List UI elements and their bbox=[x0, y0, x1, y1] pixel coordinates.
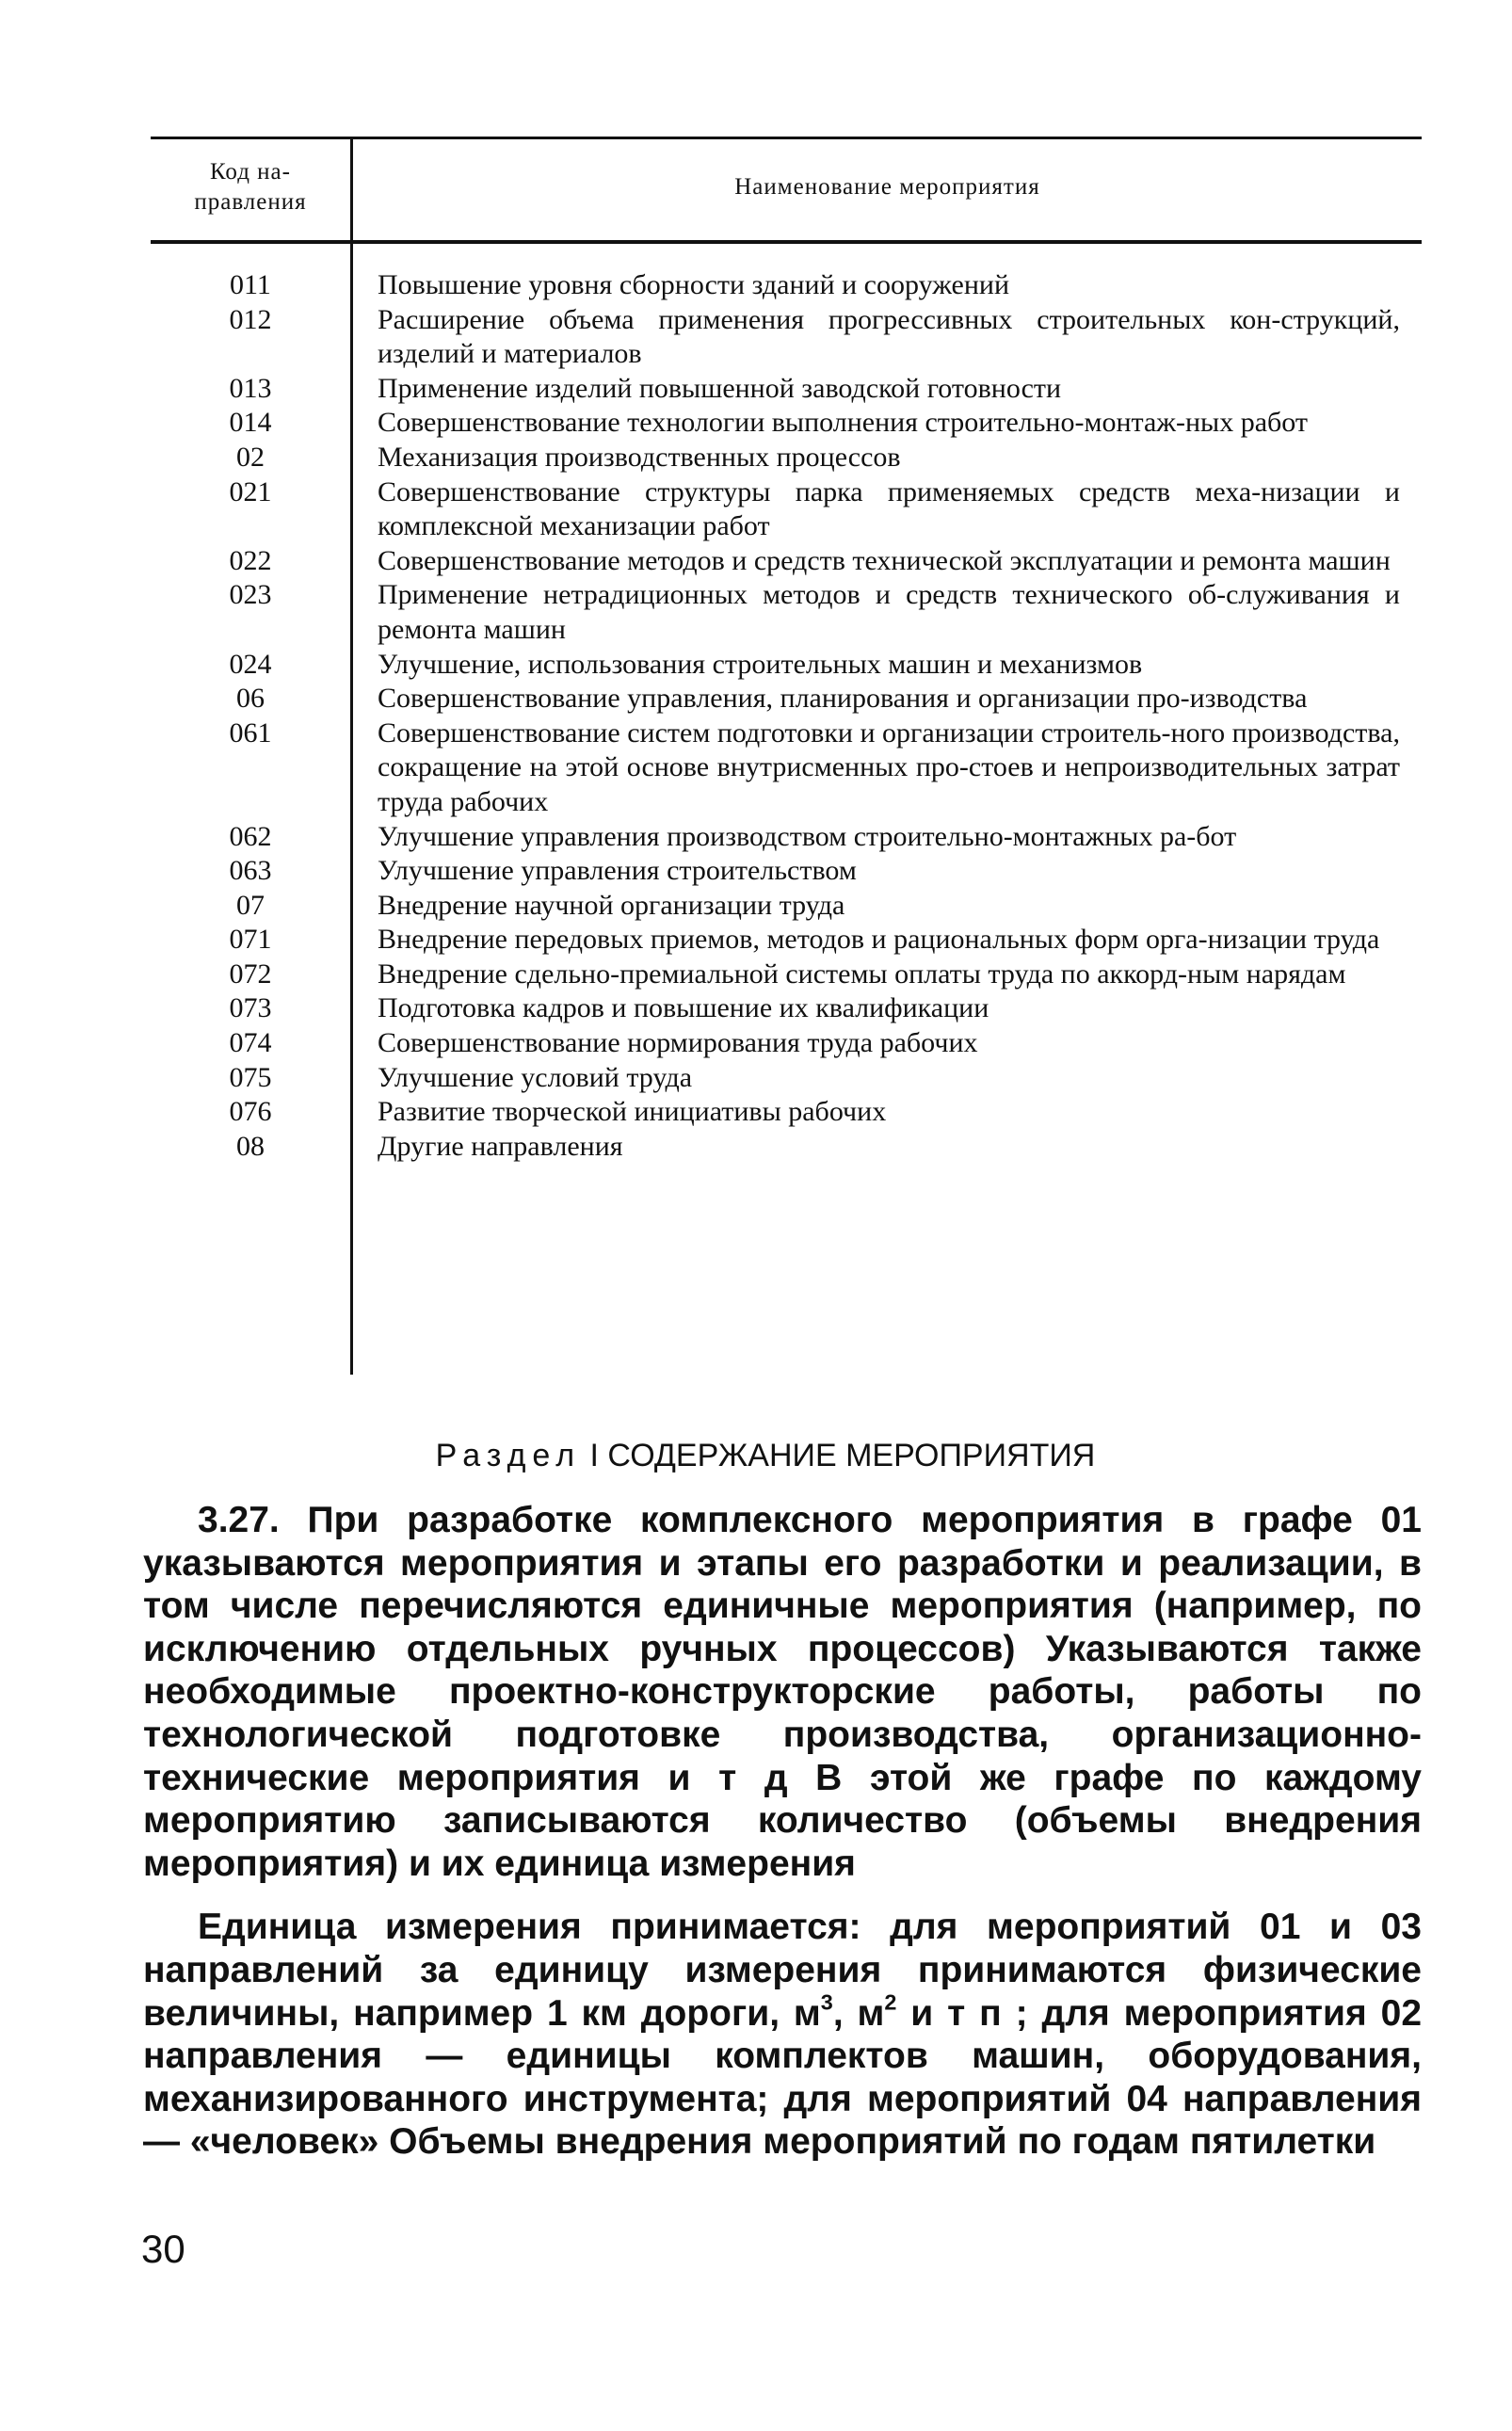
row-name: Внедрение научной организации труда bbox=[378, 889, 845, 921]
table-row bbox=[151, 1095, 1422, 1130]
table-row bbox=[151, 716, 1422, 820]
row-name: Внедрение передовых приемов, методов и рациональных форм орга-низации труда bbox=[378, 924, 1380, 956]
row-name: Совершенствование технологии выполнения строительно-монтаж-ных работ bbox=[378, 407, 1309, 439]
paragraph-text-c: и т п ; для мероприятия 02 направления — единицы комплектов машин, оборудования, механизированного инструмента; для мероприятий 04 направления — «человек» Объемы внедрения мероприятий по годам пятилетки bbox=[143, 1992, 1423, 2163]
table-row bbox=[151, 475, 1422, 544]
row-code: 021 bbox=[229, 475, 272, 507]
row-code: 023 bbox=[229, 579, 272, 611]
row-name: Повышение уровня сборности зданий и сооружений bbox=[378, 269, 1010, 300]
superscript-3: 3 bbox=[820, 1989, 833, 2015]
row-name: Совершенствование методов и средств технической эксплуатации и ремонта машин bbox=[378, 544, 1391, 576]
table-top-rule bbox=[151, 137, 1422, 139]
row-code: 06 bbox=[236, 683, 265, 715]
table-row bbox=[151, 441, 1422, 475]
row-code: 061 bbox=[229, 716, 272, 749]
table-row bbox=[151, 268, 1422, 303]
row-code: 071 bbox=[229, 924, 272, 956]
row-code: 076 bbox=[229, 1096, 272, 1128]
row-code: 08 bbox=[236, 1130, 265, 1162]
row-code: 075 bbox=[229, 1061, 272, 1093]
table-row bbox=[151, 889, 1422, 924]
table-row bbox=[151, 406, 1422, 441]
paragraph-3-27 bbox=[143, 1499, 1422, 1885]
table-header-rule bbox=[151, 240, 1422, 244]
row-name: Улучшение условий труда bbox=[378, 1061, 693, 1093]
row-code: 014 bbox=[229, 407, 272, 439]
row-name: Развитие творческой инициативы рабочих bbox=[378, 1096, 887, 1128]
row-code: 063 bbox=[229, 855, 272, 887]
table-row bbox=[151, 820, 1422, 855]
row-name: Совершенствование систем подготовки и организации строитель-ного производства, сокращение на этой основе внутрисменных про-стоев и непроизводительных затрат труда рабочих bbox=[378, 716, 1400, 817]
table-row bbox=[151, 682, 1422, 716]
header-name: Наименование мероприятия bbox=[734, 174, 1040, 200]
row-code: 072 bbox=[229, 958, 272, 990]
row-name: Улучшение управления производством строительно-монтажных ра-бот bbox=[378, 820, 1237, 852]
row-name: Улучшение управления строительством bbox=[378, 855, 857, 887]
section-label: Раздел bbox=[435, 1438, 582, 1473]
row-name: Расширение объема применения прогрессивных строительных кон-струкций, изделий и материалов bbox=[378, 303, 1400, 370]
table-row bbox=[151, 923, 1422, 958]
row-name: Улучшение, использования строительных машин и механизмов bbox=[378, 648, 1143, 680]
row-code: 02 bbox=[236, 441, 265, 473]
row-name: Внедрение сдельно-премиальной системы оплаты труда по аккорд-ным нарядам bbox=[378, 958, 1346, 990]
page-number: 30 bbox=[141, 2227, 185, 2271]
row-code: 012 bbox=[229, 303, 272, 335]
table-row bbox=[151, 991, 1422, 1026]
table-body bbox=[151, 268, 1422, 1164]
table-row bbox=[151, 303, 1422, 372]
row-name: Применение изделий повышенной заводской готовности bbox=[378, 372, 1062, 404]
table-row bbox=[151, 648, 1422, 683]
row-code: 011 bbox=[230, 269, 271, 300]
row-code: 07 bbox=[236, 889, 265, 921]
table-row bbox=[151, 854, 1422, 889]
body-text bbox=[143, 1499, 1422, 2164]
row-code: 022 bbox=[229, 544, 272, 576]
row-name: Совершенствование структуры парка применяемых средств меха-низации и комплексной механизации работ bbox=[378, 475, 1400, 542]
table-row bbox=[151, 1026, 1422, 1061]
table-row bbox=[151, 372, 1422, 407]
header-code-line-2: правления bbox=[194, 189, 307, 215]
row-code: 024 bbox=[229, 648, 272, 680]
superscript-2: 2 bbox=[884, 1989, 897, 2015]
paragraph-text-b: , м bbox=[832, 1992, 885, 2034]
row-code: 013 bbox=[229, 372, 272, 404]
section-title bbox=[0, 1435, 1512, 1476]
paragraph-number: 3.27. bbox=[198, 1500, 280, 1540]
table-row bbox=[151, 958, 1422, 992]
row-name: Применение нетрадиционных методов и средств технического об-служивания и ремонта машин bbox=[378, 579, 1400, 645]
row-code: 062 bbox=[229, 820, 272, 852]
row-code: 074 bbox=[229, 1027, 272, 1059]
paragraph-text: При разработке комплексного мероприятия в графе 01 указываются мероприятия и этапы его разработки и реализации, в том числе перечисляются единичные мероприятия (например, по исключению отдельных ручных процессов) Указываются также необходимые проектно-конструкторские работы, работы по технологической подготовке производства, организационно-технические мероприятия и т д В этой же графе по каждому мероприятию записываются количество (объемы внедрения мероприятия) и их единица измерения bbox=[143, 1500, 1422, 1884]
row-name: Механизация производственных процессов bbox=[378, 441, 901, 473]
section-title-text: I СОДЕРЖАНИЕ МЕРОПРИЯТИЯ bbox=[589, 1438, 1096, 1473]
row-name: Другие направления bbox=[378, 1130, 623, 1162]
row-code: 073 bbox=[229, 992, 272, 1024]
header-code bbox=[151, 157, 350, 217]
table-row bbox=[151, 1061, 1422, 1096]
row-name: Совершенствование управления, планирования и организации про-изводства bbox=[378, 683, 1308, 715]
paragraph-units bbox=[143, 1906, 1422, 2164]
table-row bbox=[151, 544, 1422, 579]
table-row bbox=[151, 578, 1422, 647]
row-name: Совершенствование нормирования труда рабочих bbox=[378, 1027, 978, 1059]
row-name: Подготовка кадров и повышение их квалификации bbox=[378, 992, 989, 1024]
paragraph-text-a: Единица измерения принимается: для мероприятий 01 и 03 направлений за единицу измерения принимаются физические величины, например 1 км дороги, м bbox=[143, 1907, 1422, 2034]
table-row bbox=[151, 1130, 1422, 1165]
header-code-line-1: Код на- bbox=[210, 159, 291, 185]
